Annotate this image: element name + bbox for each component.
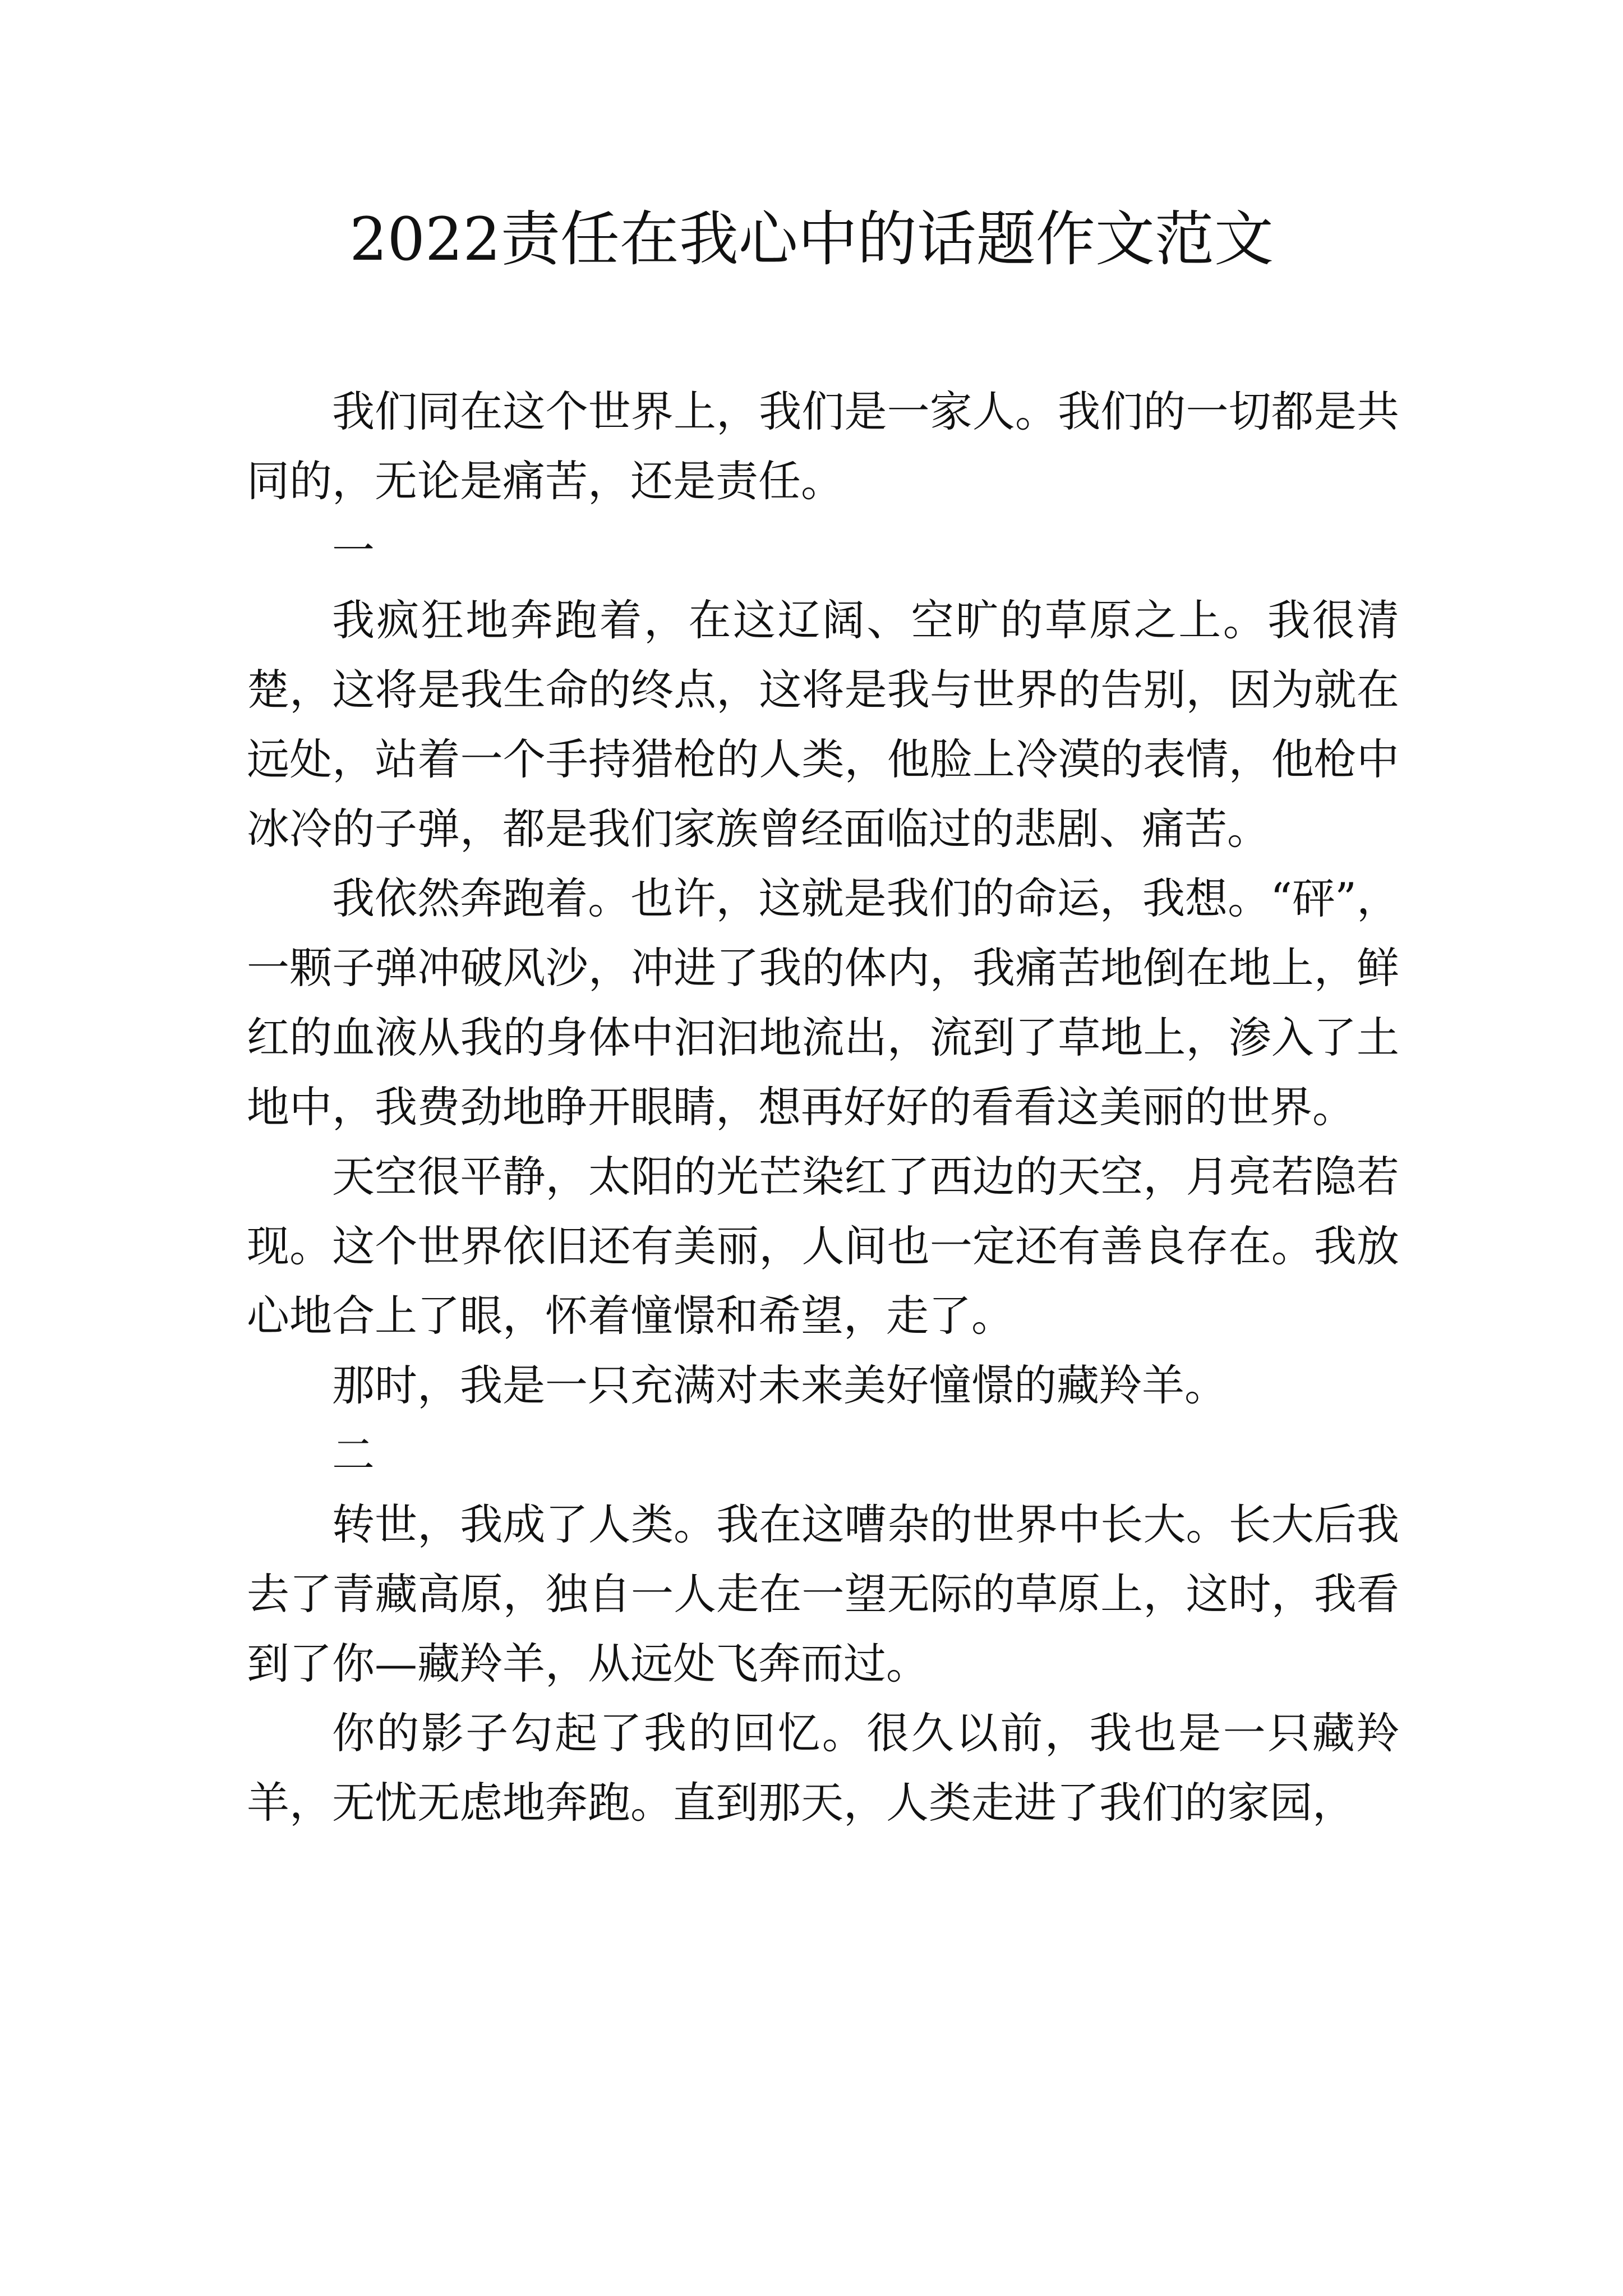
paragraph: 天空很平静，太阳的光芒染红了西边的天空，月亮若隐若现。这个世界依旧还有美丽，人间也一定还有善良存在。我放心地合上了眼，怀着憧憬和希望，走了。 xyxy=(247,1152,1399,1341)
paragraph: 你的影子勾起了我的回忆。很久以前，我也是一只藏羚羊，无忧无虑地奔跑。直到那天，人类走进了我们的家园， xyxy=(247,1708,1399,1828)
paragraph: 我疯狂地奔跑着，在这辽阔、空旷的草原之上。我很清楚，这将是我生命的终点，这将是我与世界的告别，因为就在远处，站着一个手持猎枪的人类，他脸上冷漠的表情，他枪中冰冷的子弹，都是我们家族曾经面临过的悲剧、痛苦。 xyxy=(247,595,1399,854)
section-marker: 二 xyxy=(332,1430,375,1480)
document-body xyxy=(247,377,1399,1838)
paragraph: 那时，我是一只充满对未来美好憧憬的藏羚羊。 xyxy=(332,1360,1227,1410)
document-title: 2022责任在我心中的话题作文范文 xyxy=(349,205,1274,274)
paragraph: 我依然奔跑着。也许，这就是我们的命运，我想。“砰”，一颗子弹冲破风沙，冲进了我的体内，我痛苦地倒在地上，鲜红的血液从我的身体中汩汩地流出，流到了草地上，渗入了土地中，我费劲地睁开眼睛，想再好好的看看这美丽的世界。 xyxy=(247,873,1399,1132)
paragraph: 转世，我成了人类。我在这嘈杂的世界中长大。长大后我去了青藏高原，独自一人走在一望无际的草原上，这时，我看到了你—藏羚羊，从远处飞奔而过。 xyxy=(247,1499,1399,1688)
section-marker: 一 xyxy=(332,526,375,576)
paragraph: 我们同在这个世界上，我们是一家人。我们的一切都是共同的，无论是痛苦，还是责任。 xyxy=(247,386,1399,506)
